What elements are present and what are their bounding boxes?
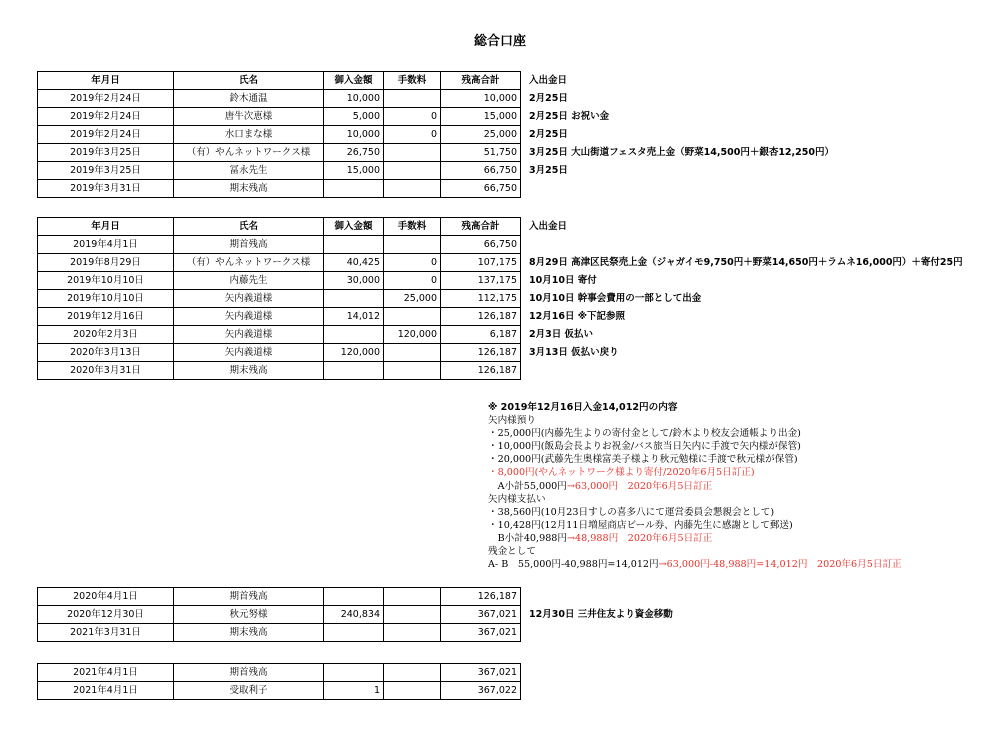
note-line bbox=[488, 466, 968, 479]
note-text: 残金として bbox=[488, 546, 536, 558]
note-text: B小計40,988円 bbox=[488, 532, 567, 544]
transfer-note-cell bbox=[521, 664, 533, 682]
date-cell: 2020年2月3日 bbox=[38, 326, 174, 344]
name-cell: 期末残高 bbox=[174, 180, 324, 198]
date-cell: 2019年12月16日 bbox=[38, 308, 174, 326]
fee-cell bbox=[384, 90, 441, 108]
fee-cell: 25,000 bbox=[384, 290, 441, 308]
column-header: 御入金額 bbox=[324, 72, 384, 90]
note-text: ・20,000円(武藤先生奥様富美子様より秋元勉様に手渡で秋元様が保管) bbox=[488, 454, 798, 466]
ledger-table-fy2018 bbox=[37, 71, 838, 198]
name-cell: 矢内義道様 bbox=[174, 290, 324, 308]
deposit-cell bbox=[324, 362, 384, 380]
transfer-note-cell: 3月13日 仮払い戻り bbox=[529, 347, 619, 358]
balance-cell: 15,000 bbox=[441, 108, 521, 126]
table-row bbox=[38, 624, 677, 642]
column-header: 入出金日 bbox=[529, 221, 568, 232]
name-cell: 矢内義道様 bbox=[174, 326, 324, 344]
deposit-cell: 1 bbox=[324, 682, 384, 700]
fee-cell bbox=[384, 624, 441, 642]
balance-cell: 112,175 bbox=[441, 290, 521, 308]
table-row bbox=[38, 308, 967, 326]
transfer-note-cell bbox=[521, 236, 967, 254]
date-cell: 2019年10月10日 bbox=[38, 290, 174, 308]
note-text: ・10,428円(12月11日増屋商店ビール券、内藤先生に感謝として郵送) bbox=[488, 519, 793, 531]
deposit-cell bbox=[324, 290, 384, 308]
balance-cell: 126,187 bbox=[441, 588, 521, 606]
fee-cell bbox=[384, 682, 441, 700]
deposit-cell: 15,000 bbox=[324, 162, 384, 180]
name-cell: 期首残高 bbox=[174, 236, 324, 254]
fee-cell: 120,000 bbox=[384, 326, 441, 344]
table-row bbox=[38, 682, 533, 700]
fee-cell bbox=[384, 344, 441, 362]
balance-cell: 66,750 bbox=[441, 162, 521, 180]
transfer-note-cell: 10月10日 幹事会費用の一部として出金 bbox=[529, 293, 702, 304]
transfer-note-cell bbox=[521, 180, 838, 198]
fee-cell bbox=[384, 162, 441, 180]
fee-cell: 0 bbox=[384, 126, 441, 144]
balance-cell: 107,175 bbox=[441, 254, 521, 272]
transfer-note-cell bbox=[521, 624, 677, 642]
transfer-note-cell bbox=[521, 588, 677, 606]
note-line bbox=[488, 545, 968, 558]
fee-cell: 0 bbox=[384, 272, 441, 290]
table-row bbox=[38, 362, 967, 380]
deposit-cell: 240,834 bbox=[324, 606, 384, 624]
date-cell: 2019年2月24日 bbox=[38, 126, 174, 144]
column-header: 手数料 bbox=[384, 72, 441, 90]
name-cell: 水口まな様 bbox=[174, 126, 324, 144]
table-row bbox=[38, 290, 967, 308]
table-row bbox=[38, 588, 677, 606]
date-cell: 2020年3月13日 bbox=[38, 344, 174, 362]
transfer-note-cell: 12月30日 三井住友より資金移動 bbox=[529, 609, 673, 620]
ledger-table-fy2019 bbox=[37, 217, 967, 380]
note-line bbox=[488, 414, 968, 427]
balance-cell: 126,187 bbox=[441, 344, 521, 362]
transfer-note-cell: 2月25日 bbox=[529, 129, 568, 140]
note-line bbox=[488, 480, 968, 493]
note-line bbox=[488, 519, 968, 532]
deposit-cell bbox=[324, 180, 384, 198]
table-row bbox=[38, 664, 533, 682]
table-row bbox=[38, 254, 967, 272]
date-cell: 2019年4月1日 bbox=[38, 236, 174, 254]
deposit-cell: 40,425 bbox=[324, 254, 384, 272]
table-row bbox=[38, 236, 967, 254]
fee-cell bbox=[384, 362, 441, 380]
header-row bbox=[38, 218, 967, 236]
deposit-cell bbox=[324, 588, 384, 606]
date-cell: 2020年3月31日 bbox=[38, 362, 174, 380]
note-text: A小計55,000円 bbox=[488, 480, 567, 492]
deposit-cell bbox=[324, 326, 384, 344]
note-heading: ※ 2019年12月16日入金14,012円の内容 bbox=[488, 402, 678, 413]
name-cell: 受取利子 bbox=[174, 682, 324, 700]
name-cell: 矢内義道様 bbox=[174, 344, 324, 362]
balance-cell: 126,187 bbox=[441, 308, 521, 326]
balance-cell: 367,021 bbox=[441, 624, 521, 642]
table-row bbox=[38, 126, 838, 144]
deposit-cell bbox=[324, 236, 384, 254]
name-cell: 期首残高 bbox=[174, 588, 324, 606]
ledger-table-fy2021 bbox=[37, 663, 533, 700]
date-cell: 2020年12月30日 bbox=[38, 606, 174, 624]
name-cell: 期末残高 bbox=[174, 362, 324, 380]
column-header: 残高合計 bbox=[441, 218, 521, 236]
balance-cell: 367,022 bbox=[441, 682, 521, 700]
note-correction: →63,000円 2020年6月5日訂正 bbox=[566, 480, 713, 492]
fee-cell: 0 bbox=[384, 254, 441, 272]
fee-cell bbox=[384, 180, 441, 198]
balance-cell: 6,187 bbox=[441, 326, 521, 344]
transfer-note-cell: 2月3日 仮払い bbox=[529, 329, 594, 340]
table-row bbox=[38, 344, 967, 362]
date-cell: 2021年4月1日 bbox=[38, 664, 174, 682]
note-correction: ・8,000円(やんネットワーク様より寄付/2020年6月5日訂正) bbox=[488, 467, 755, 479]
transfer-note-cell: 10月10日 寄付 bbox=[529, 275, 597, 286]
name-cell: （有）やんネットワークス様 bbox=[174, 144, 324, 162]
balance-cell: 126,187 bbox=[441, 362, 521, 380]
column-header: 残高合計 bbox=[441, 72, 521, 90]
note-text: A- B 55,000円-40,988円=14,012円 bbox=[488, 559, 659, 571]
deposit-cell: 120,000 bbox=[324, 344, 384, 362]
date-cell: 2021年3月31日 bbox=[38, 624, 174, 642]
fee-cell bbox=[384, 308, 441, 326]
name-cell: （有）やんネットワークス様 bbox=[174, 254, 324, 272]
transfer-note-cell: 2月25日 bbox=[529, 93, 568, 104]
note-text: 矢内様預り bbox=[488, 415, 536, 427]
balance-cell: 10,000 bbox=[441, 90, 521, 108]
fee-cell bbox=[384, 144, 441, 162]
fee-cell bbox=[384, 606, 441, 624]
fee-cell bbox=[384, 664, 441, 682]
date-cell: 2019年2月24日 bbox=[38, 108, 174, 126]
name-cell: 秋元努様 bbox=[174, 606, 324, 624]
note-text: ・25,000円(内藤先生よりの寄付金として/鈴木より校友会通帳より出金) bbox=[488, 428, 801, 440]
fee-cell bbox=[384, 588, 441, 606]
transfer-note-cell: 2月25日 お祝い金 bbox=[529, 111, 610, 122]
deposit-cell: 14,012 bbox=[324, 308, 384, 326]
note-line bbox=[488, 558, 968, 571]
transfer-note-cell: 12月16日 ※下記参照 bbox=[529, 311, 625, 322]
date-cell: 2019年3月25日 bbox=[38, 162, 174, 180]
transfer-note-cell bbox=[521, 682, 533, 700]
deposit-breakdown-note bbox=[488, 401, 968, 571]
balance-cell: 137,175 bbox=[441, 272, 521, 290]
column-header: 年月日 bbox=[38, 218, 174, 236]
deposit-cell bbox=[324, 624, 384, 642]
note-line bbox=[488, 453, 968, 466]
date-cell: 2019年8月29日 bbox=[38, 254, 174, 272]
table-row bbox=[38, 326, 967, 344]
date-cell: 2021年4月1日 bbox=[38, 682, 174, 700]
balance-cell: 367,021 bbox=[441, 606, 521, 624]
note-line bbox=[488, 440, 968, 453]
deposit-cell: 10,000 bbox=[324, 126, 384, 144]
note-line bbox=[488, 493, 968, 506]
column-header: 手数料 bbox=[384, 218, 441, 236]
table-row bbox=[38, 272, 967, 290]
name-cell: 矢内義道様 bbox=[174, 308, 324, 326]
ledger-table-fy2020 bbox=[37, 587, 677, 642]
name-cell: 期首残高 bbox=[174, 664, 324, 682]
date-cell: 2019年3月31日 bbox=[38, 180, 174, 198]
date-cell: 2019年10月10日 bbox=[38, 272, 174, 290]
fee-cell: 0 bbox=[384, 108, 441, 126]
balance-cell: 66,750 bbox=[441, 236, 521, 254]
column-header: 年月日 bbox=[38, 72, 174, 90]
deposit-cell: 5,000 bbox=[324, 108, 384, 126]
name-cell: 唐牛次恵様 bbox=[174, 108, 324, 126]
column-header: 氏名 bbox=[174, 218, 324, 236]
column-header: 氏名 bbox=[174, 72, 324, 90]
note-line bbox=[488, 506, 968, 519]
note-line bbox=[488, 532, 968, 545]
table-row bbox=[38, 108, 838, 126]
note-correction: →48,988円 2020年6月5日訂正 bbox=[567, 532, 713, 544]
name-cell: 冨永先生 bbox=[174, 162, 324, 180]
balance-cell: 66,750 bbox=[441, 180, 521, 198]
column-header: 入出金日 bbox=[529, 75, 568, 86]
balance-cell: 51,750 bbox=[441, 144, 521, 162]
table-row bbox=[38, 606, 677, 624]
table-row bbox=[38, 144, 838, 162]
deposit-cell: 10,000 bbox=[324, 90, 384, 108]
note-line bbox=[488, 427, 968, 440]
note-text: ・10,000円(飯島会長よりお祝金/バス旅当日矢内に手渡で矢内様が保管) bbox=[488, 441, 801, 453]
deposit-cell bbox=[324, 664, 384, 682]
deposit-cell: 30,000 bbox=[324, 272, 384, 290]
transfer-note-cell bbox=[521, 362, 967, 380]
deposit-cell: 26,750 bbox=[324, 144, 384, 162]
fee-cell bbox=[384, 236, 441, 254]
column-header: 御入金額 bbox=[324, 218, 384, 236]
name-cell: 鈴木通温 bbox=[174, 90, 324, 108]
table-row bbox=[38, 162, 838, 180]
table-row bbox=[38, 180, 838, 198]
transfer-note-cell: 8月29日 高津区民祭売上金（ジャガイモ9,750円＋野菜14,650円＋ラムネ16,000円）＋寄付25円 bbox=[529, 257, 963, 268]
date-cell: 2019年2月24日 bbox=[38, 90, 174, 108]
transfer-note-cell: 3月25日 bbox=[529, 165, 568, 176]
note-text: 矢内様支払い bbox=[488, 493, 546, 505]
balance-cell: 25,000 bbox=[441, 126, 521, 144]
date-cell: 2019年3月25日 bbox=[38, 144, 174, 162]
page-title: 総合口座 bbox=[473, 34, 526, 49]
transfer-note-cell: 3月25日 大山街道フェスタ売上金（野菜14,500円＋銀杏12,250円） bbox=[529, 147, 834, 158]
note-text: ・38,560円(10月23日すしの喜多八にて運営委員会懇親会として) bbox=[488, 506, 775, 518]
table-row bbox=[38, 90, 838, 108]
note-correction: →63,000円-48,988円=14,012円 2020年6月5日訂正 bbox=[658, 559, 902, 571]
name-cell: 内藤先生 bbox=[174, 272, 324, 290]
balance-cell: 367,021 bbox=[441, 664, 521, 682]
header-row bbox=[38, 72, 838, 90]
date-cell: 2020年4月1日 bbox=[38, 588, 174, 606]
name-cell: 期末残高 bbox=[174, 624, 324, 642]
